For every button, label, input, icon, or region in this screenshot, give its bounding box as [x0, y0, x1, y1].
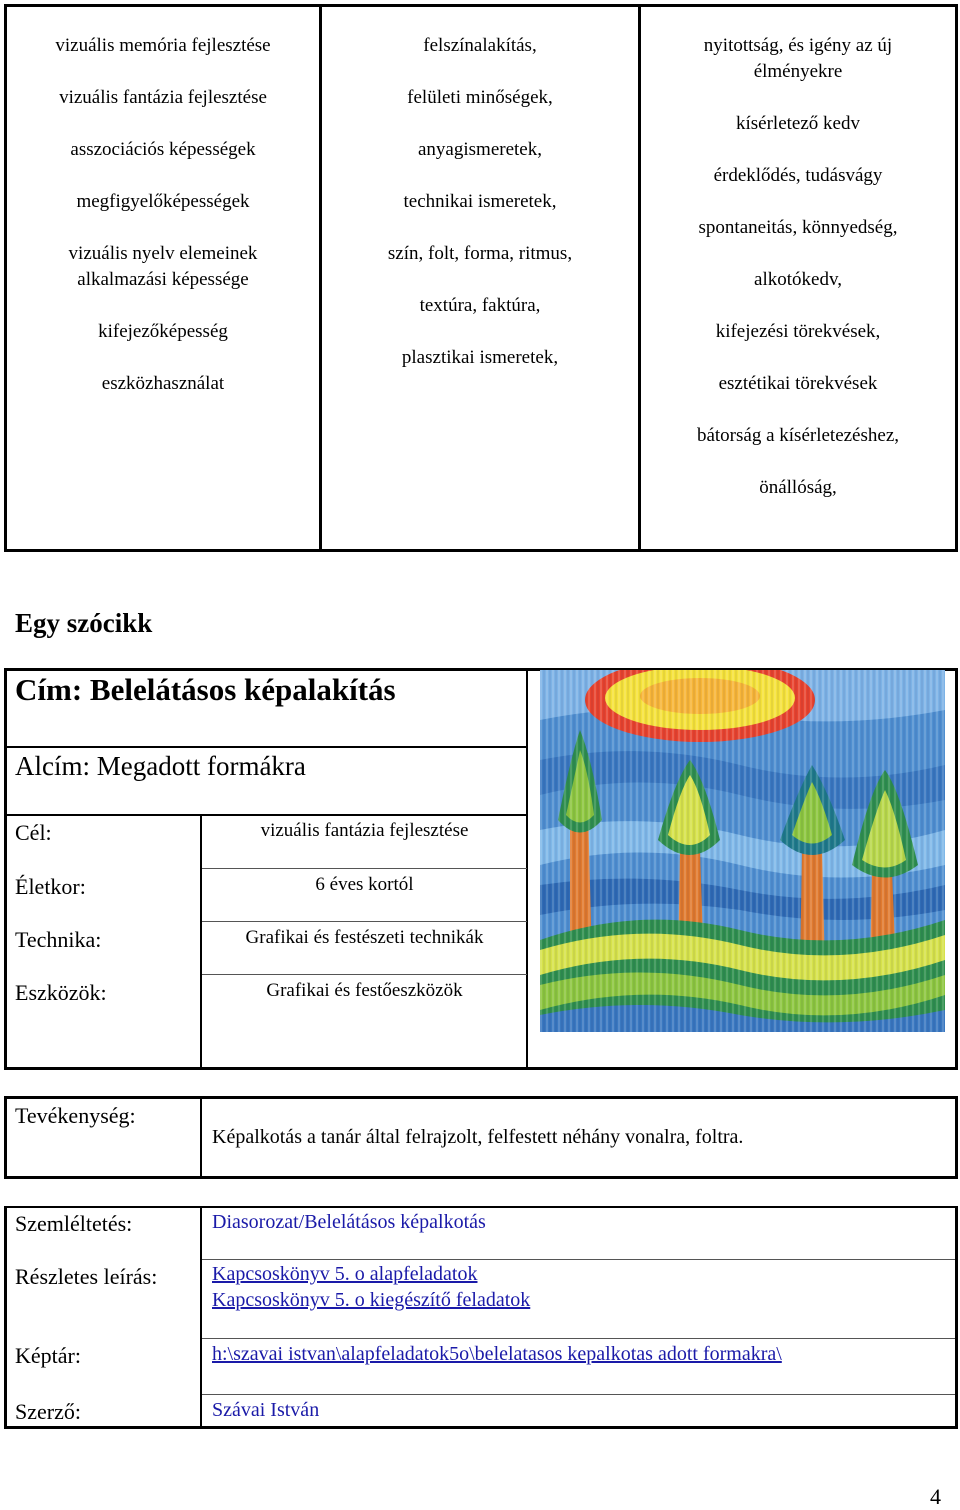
skill-item: kifejezőképesség — [98, 321, 228, 342]
skill-item: asszociációs képességek — [70, 139, 256, 160]
skills-column — [7, 33, 319, 397]
knowledge-column — [322, 33, 638, 371]
attitude-item: érdeklődés, tudásvágy — [713, 165, 883, 186]
page-number: 4 — [930, 1484, 941, 1509]
gallery-path-link[interactable]: h:\szavai istvan\alapfeladatok5o\belelatasos kepalkotas adott formakra\ — [212, 1343, 782, 1365]
attitude-item: kísérletező kedv — [736, 113, 860, 134]
attitudes-column — [641, 33, 955, 501]
knowledge-item: anyagismeretek, — [418, 139, 542, 160]
goal-value: vizuális fantázia fejlesztése — [260, 820, 469, 841]
illustration-link[interactable]: Diasorozat/Belelátásos képalkotás — [212, 1211, 486, 1233]
details-link-extra[interactable]: Kapcsoskönyv 5. o kiegészítő feladatok — [212, 1289, 531, 1311]
knowledge-item: szín, folt, forma, ritmus, — [387, 243, 573, 264]
illustration-label: Szemléltetés: — [15, 1211, 133, 1236]
activity-label: Tevékenység: — [15, 1103, 136, 1128]
skill-item: vizuális nyelv elemeinek — [68, 243, 258, 264]
skill-item: vizuális fantázia fejlesztése — [59, 87, 267, 108]
painting-image — [540, 670, 945, 1032]
attitude-item: alkotókedv, — [754, 269, 842, 290]
tools-label: Eszközök: — [15, 980, 107, 1005]
activity-value: Képalkotás a tanár által felrajzolt, felfestett néhány vonalra, foltra. — [212, 1126, 744, 1148]
attitude-item: spontaneitás, könnyedség, — [698, 217, 898, 238]
section-title: Egy szócikk — [15, 608, 153, 638]
skill-item: megfigyelőképességek — [76, 191, 250, 212]
skill-item: alkalmazási képessége — [77, 269, 249, 290]
details-link-basic[interactable]: Kapcsoskönyv 5. o alapfeladatok — [212, 1263, 478, 1285]
skill-item: eszközhasználat — [101, 373, 225, 394]
attitude-item: kifejezési törekvések, — [715, 321, 881, 342]
attitude-item: bátorság a kísérletezéshez, — [696, 425, 900, 446]
age-label: Életkor: — [15, 874, 86, 899]
knowledge-item: felületi minőségek, — [407, 87, 553, 108]
attitude-item: önállóság, — [759, 477, 837, 498]
author-link[interactable]: Szávai István — [212, 1399, 320, 1421]
entry-title: Cím: Belelátásos képalakítás — [15, 672, 396, 707]
knowledge-item: felszínalakítás, — [423, 35, 537, 56]
technique-value: Grafikai és festészeti technikák — [245, 927, 484, 948]
attitude-item: nyitottság, és igény az új — [703, 35, 893, 56]
attitude-item: élményekre — [753, 61, 843, 82]
entry-subtitle: Alcím: Megadott formákra — [15, 751, 306, 781]
age-value: 6 éves kortól — [315, 874, 414, 895]
skill-item: vizuális memória fejlesztése — [55, 35, 271, 56]
knowledge-item: plasztikai ismeretek, — [401, 347, 559, 368]
details-label: Részletes leírás: — [15, 1264, 158, 1289]
goal-label: Cél: — [15, 820, 52, 845]
knowledge-item: textúra, faktúra, — [419, 295, 541, 316]
author-label: Szerző: — [15, 1399, 81, 1424]
attitude-item: esztétikai törekvések — [718, 373, 878, 394]
tools-value: Grafikai és festőeszközök — [266, 980, 463, 1001]
gallery-label: Képtár: — [15, 1343, 81, 1368]
knowledge-item: technikai ismeretek, — [403, 191, 557, 212]
technique-label: Technika: — [15, 927, 102, 952]
